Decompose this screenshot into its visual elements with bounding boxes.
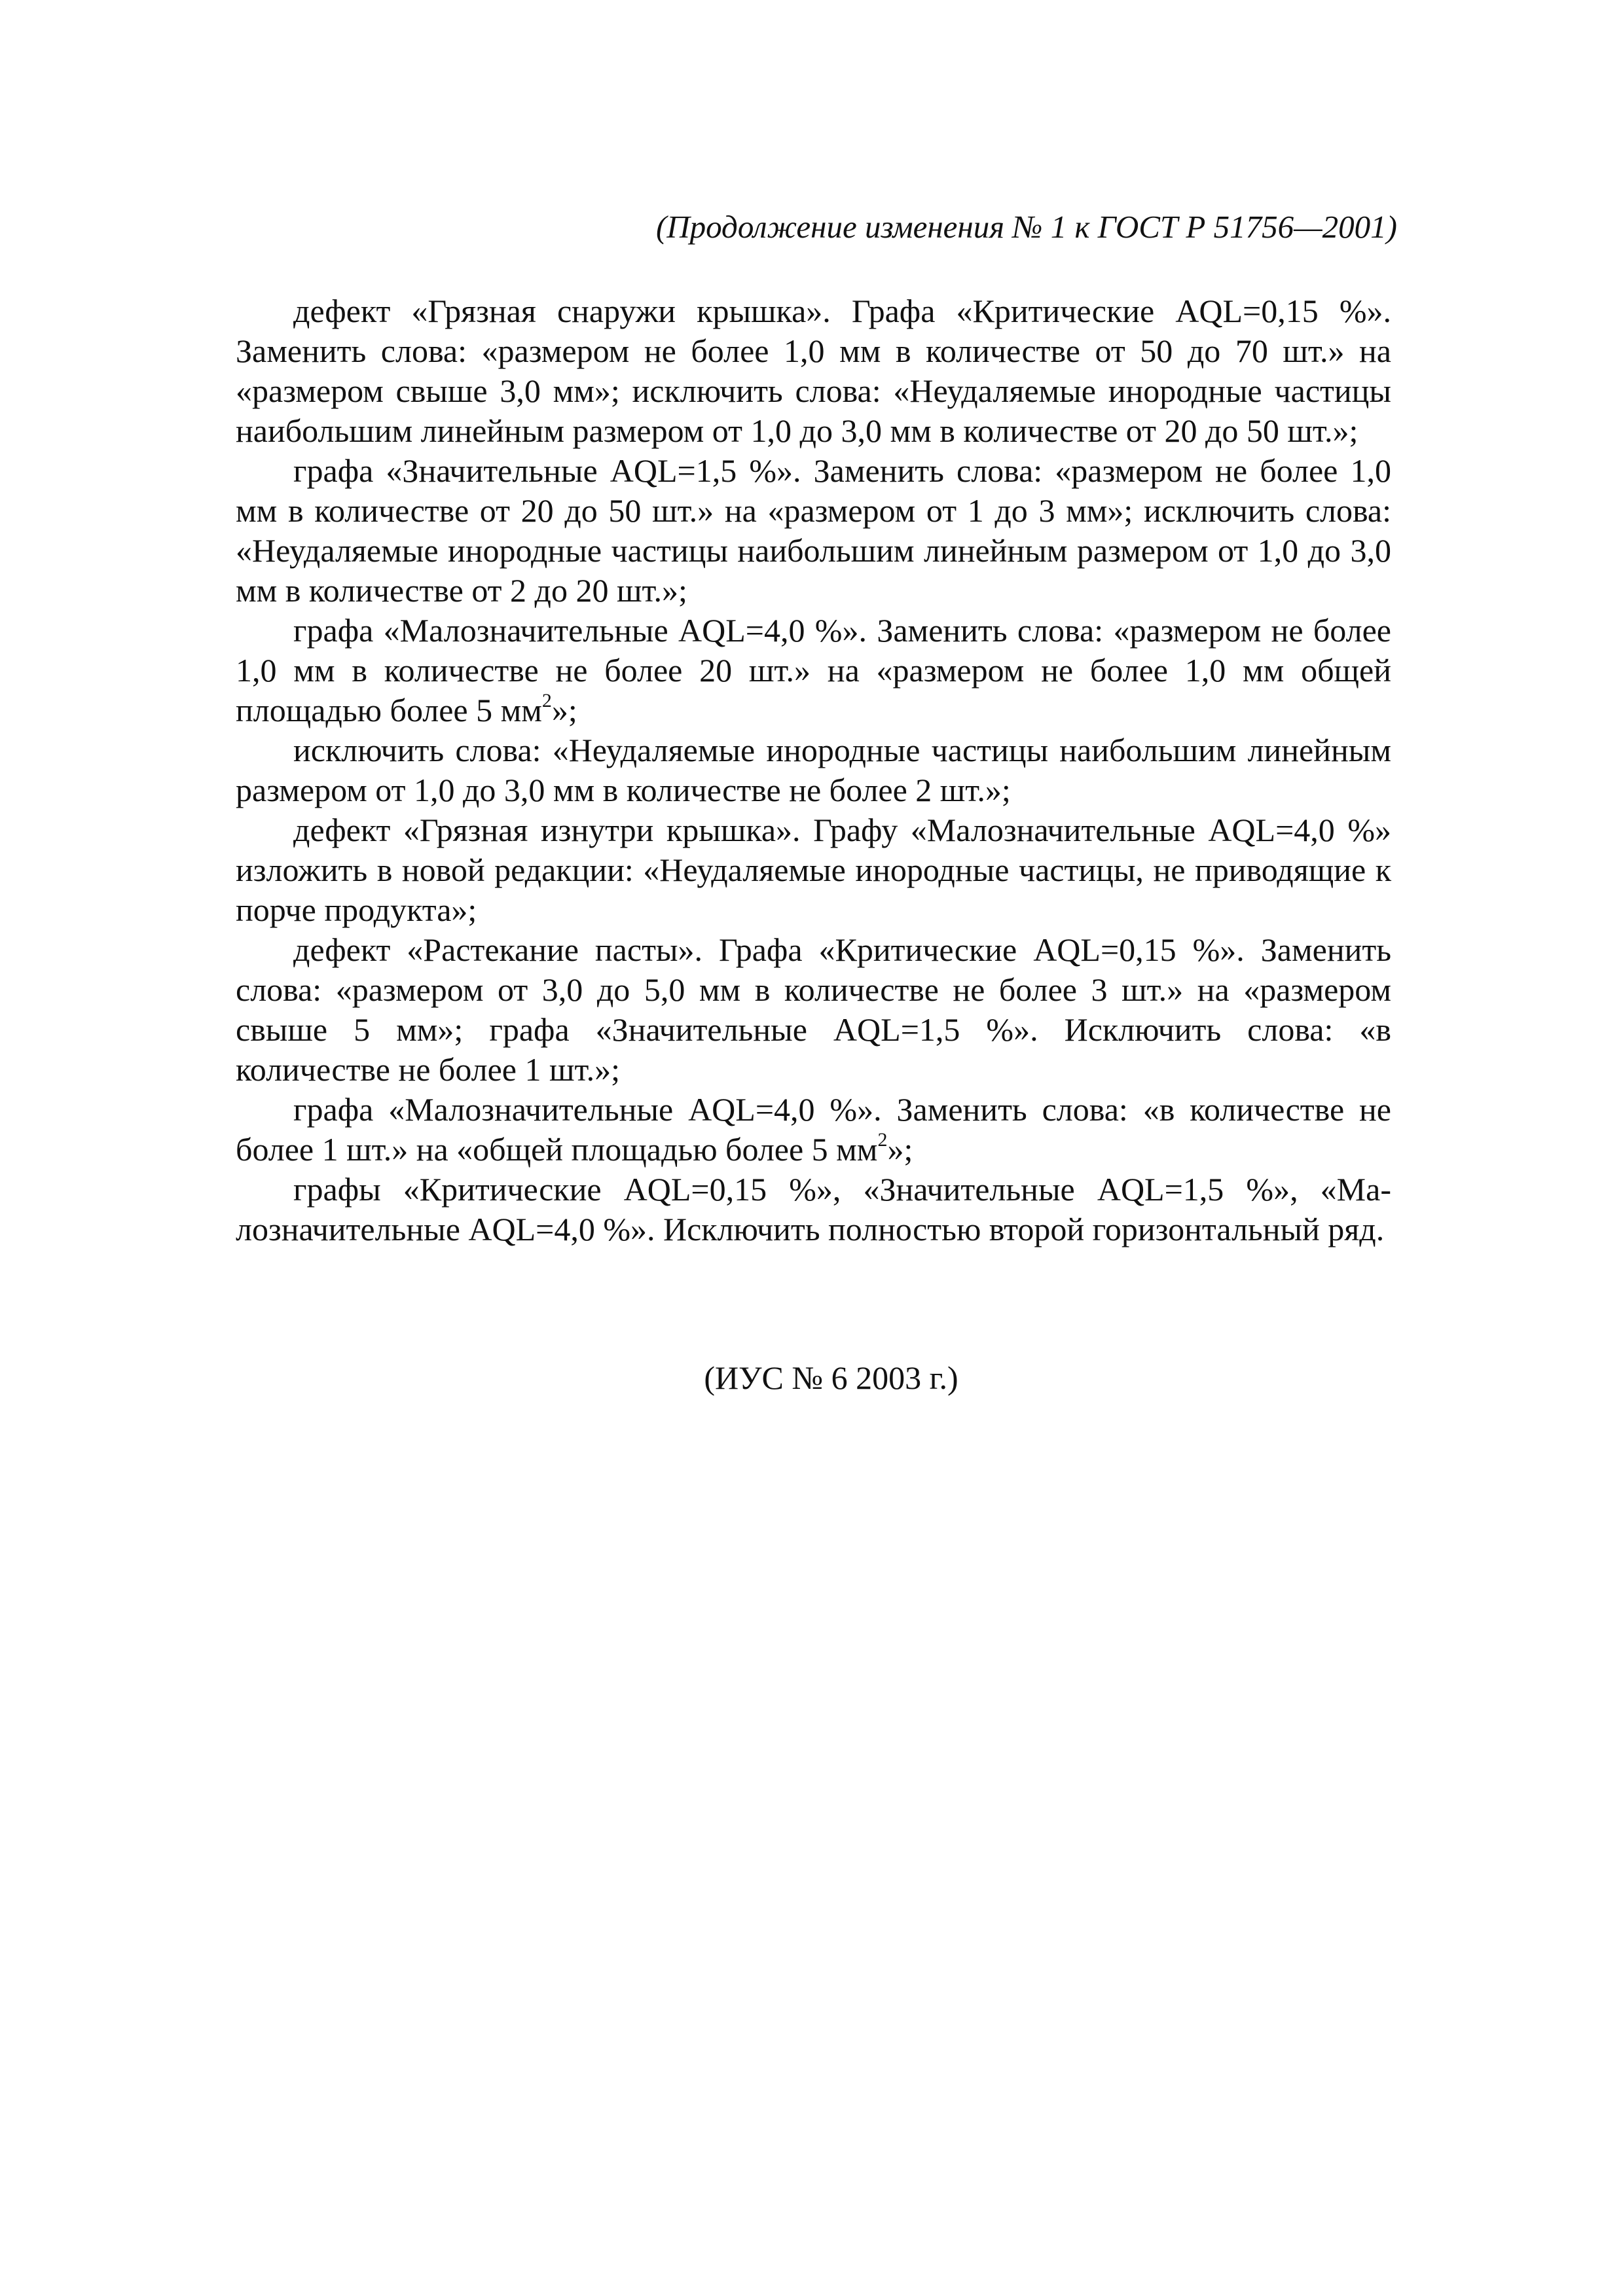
paragraph-8	[236, 1170, 1391, 1249]
paragraph-text: дефект «Растекание пасты». Графа «Критические AQL=0,15 %». Заменить слова: «размером от 3,0 до 5,0 мм в количестве не более 3 шт.» на «размером свыше 5 мм»; графа «Значительные AQL=1,5 %». Исключить слова: «в количестве не более 1 шт.»;	[236, 931, 1391, 1088]
superscript: 2	[877, 1129, 888, 1151]
source-reference: (ИУС № 6 2003 г.)	[704, 1359, 958, 1396]
paragraph-text: дефект «Грязная снаружи крышка». Графа «Критические AQL=0,15 %». Заменить слова: «размером не более 1,0 мм в количестве от 50 до 70 шт.» на «размером свыше 3,0 мм»; исключить слова: «Неудаляемые инородные частицы наибольшим линейным размером от 1,0 до 3,0 мм в количестве от 20 до 50 шт.»;	[236, 293, 1391, 449]
amendment-text	[236, 291, 1391, 1249]
paragraph-4	[236, 730, 1391, 810]
paragraph-text: графы «Критические AQL=0,15 %», «Значительные AQL=1,5 %», «Малозначительные AQL=4,0 %». Исключить полностью второй горизонтальный ряд.	[236, 1171, 1391, 1247]
paragraph-tail: »;	[551, 692, 577, 728]
paragraph-text: графа «Малозначительные AQL=4,0 %». Заменить слова: «размером не более 1,0 мм в количестве не более 20 шт.» на «размером не более 1,0 мм общей площадью более 5 мм	[236, 612, 1391, 728]
paragraph-text: дефект «Грязная изнутри крышка». Графу «Малозначительные AQL=4,0 %» изложить в новой редакции: «Неудаляемые инородные частицы, не приводящие к порче продукта»;	[236, 812, 1391, 928]
paragraph-1	[236, 291, 1391, 451]
paragraph-text: графа «Малозначительные AQL=4,0 %». Заменить слова: «в количестве не более 1 шт.» на «общей площадью более 5 мм	[236, 1091, 1391, 1168]
paragraph-tail: »;	[887, 1131, 913, 1168]
superscript: 2	[541, 690, 552, 712]
paragraph-6	[236, 930, 1391, 1090]
paragraph-2	[236, 451, 1391, 611]
paragraph-text: исключить слова: «Неудаляемые инородные частицы наибольшим линейным размером от 1,0 до 3,0 мм в количестве не более 2 шт.»;	[236, 732, 1391, 808]
paragraph-7	[236, 1090, 1391, 1170]
paragraph-5	[236, 810, 1391, 930]
paragraph-text: графа «Значительные AQL=1,5 %». Заменить слова: «размером не более 1,0 мм в количестве от 20 до 50 шт.» на «размером от 1 до 3 мм»; исключить слова: «Неудаляемые инородные частицы наибольшим линейным размером от 1,0 до 3,0 мм в количестве от 2 до 20 шт.»;	[236, 452, 1391, 609]
paragraph-3	[236, 611, 1391, 730]
continuation-header: (Продолжение изменения № 1 к ГОСТ Р 51756—2001)	[655, 209, 1397, 245]
